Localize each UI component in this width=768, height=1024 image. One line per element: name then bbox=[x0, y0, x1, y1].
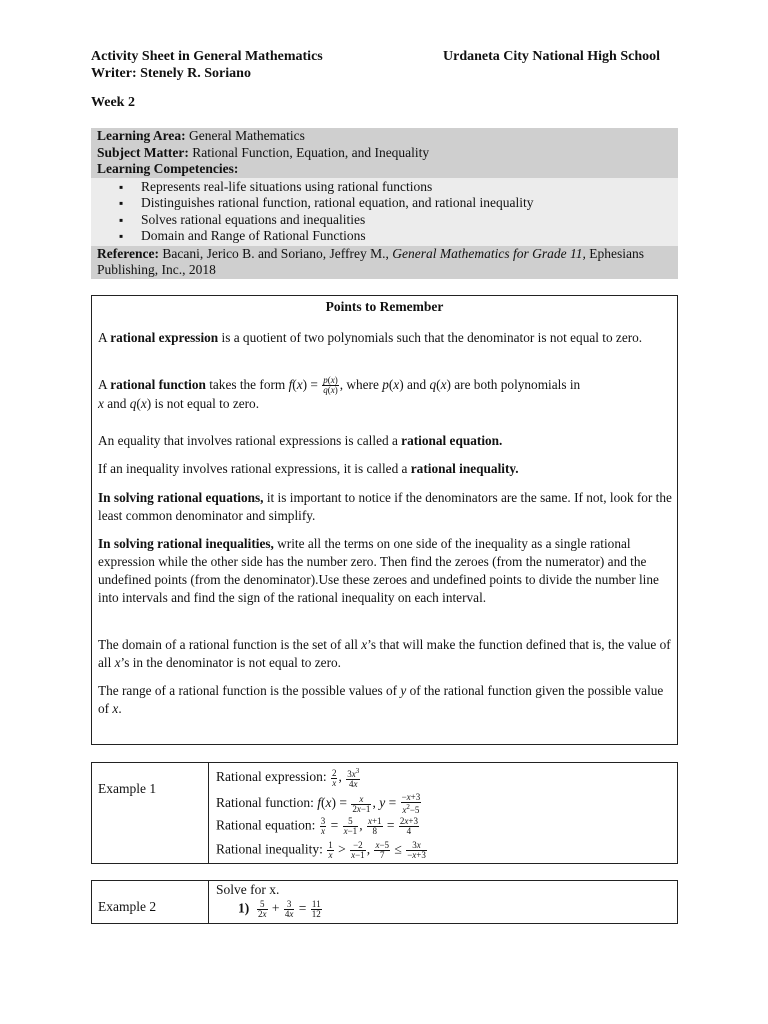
reference-authors: Bacani, Jerico B. and Soriano, Jeffrey M., bbox=[162, 245, 389, 261]
example-2-instruction: Solve for x. bbox=[216, 882, 280, 897]
subject-label: Subject Matter: bbox=[97, 144, 189, 160]
writer-line: Writer: Stenely R. Soriano bbox=[91, 66, 251, 81]
rational-inequality-example: Rational inequality: $\frac{1}{x}$ > $\frac{-2}{x-1}$ , $\frac{x-5}{7}$ ≤ $\frac{3x}{-x+3}$ bbox=[216, 840, 426, 860]
week-label: Week 2 bbox=[91, 95, 135, 110]
competency-item: ▪ Solves rational equations and inequalities bbox=[119, 212, 678, 229]
points-to-remember-box bbox=[91, 295, 678, 745]
points-title: Points to Remember bbox=[325, 299, 444, 314]
reference-publisher: Ephesians Publishing, Inc., 2018 bbox=[97, 245, 645, 277]
range-def: The range of a rational function is the possible values of y of the rational function given the possible value of x. bbox=[98, 683, 664, 716]
learning-area-value: General Mathematics bbox=[189, 128, 305, 143]
competency-item: ▪ Domain and Range of Rational Functions bbox=[119, 228, 678, 245]
example-2-problem-1: 1) $\frac{5}{2x}$ + $\frac{3}{4x}$ = $\frac{11}{12}$ bbox=[238, 899, 321, 919]
example-1-label-cell bbox=[92, 763, 209, 863]
domain-def: The domain of a rational function is the set of all x’s that will make the function defined that is, the value of all x’s in the denominator is not equal to zero. bbox=[98, 637, 671, 670]
subject-row bbox=[91, 145, 678, 162]
learning-area-row bbox=[91, 128, 678, 145]
competencies-list-wrap bbox=[91, 178, 678, 246]
rational-function-def: A rational function takes the form f(x) = $\frac{p(x)}{q(x)}$ , where p(x) and q(x) are both polynomials in x and q(x) is not equal to zero. bbox=[98, 375, 581, 412]
solving-inequalities-note: In solving rational inequalities, write all the terms on one side of the inequality as a single rational expression while the other side has the number zero. Then find the zeroes (from the numerator) and the undefined points (from the denominator).Use these zeroes and undefined points to divide the number line into intervals and find the sign of the rational inequality on each interval. bbox=[98, 536, 659, 605]
rational-equation-def: An equality that involves rational expressions is called a rational equation. bbox=[98, 433, 503, 448]
reference-book: General Mathematics for Grade 11, bbox=[392, 245, 586, 261]
school-name: Urdaneta City National High School bbox=[443, 49, 661, 64]
example-2-label: Example 2 bbox=[98, 899, 157, 914]
competency-item: ▪ Represents real-life situations using rational functions bbox=[119, 179, 678, 196]
example-2-label-cell bbox=[92, 881, 209, 923]
rational-expression-example: Rational expression: $\frac{2}{x}$ , $\frac{3x^3}{4x}$ bbox=[216, 767, 360, 789]
solving-equations-note: In solving rational equations, it is important to notice if the denominators are the same. If not, look for the least common denominator and simplify. bbox=[98, 490, 672, 523]
learning-area-label: Learning Area: bbox=[97, 128, 186, 143]
lesson-info-table bbox=[91, 128, 678, 279]
sheet-title: Activity Sheet in General Mathematics bbox=[91, 49, 323, 64]
rational-function-example: Rational function: f(x) = $\frac{x}{2x-1}$ , y = $\frac{-x+3}{x^2-5}$ bbox=[216, 792, 421, 815]
reference-row bbox=[91, 246, 678, 279]
rational-equation-example: Rational equation: $\frac{3}{x}$ = $\frac{5}{x-1}$ , $\frac{x+1}{8}$ = $\frac{2x+3}{4}$ bbox=[216, 816, 418, 836]
rational-expression-def: A rational expression is a quotient of two polynomials such that the denominator is not equal to zero. bbox=[98, 330, 643, 345]
example-1-table bbox=[91, 762, 678, 864]
reference-label: Reference: bbox=[97, 245, 159, 261]
fraction-px-qx: $\frac{p(x)}{q(x)}$ bbox=[323, 375, 338, 396]
competency-item: ▪ Distinguishes rational function, rational equation, and rational inequality bbox=[119, 195, 678, 212]
rational-inequality-def: If an inequality involves rational expressions, it is called a rational inequality. bbox=[98, 461, 519, 476]
competencies-row bbox=[91, 161, 678, 178]
example-2-table bbox=[91, 880, 678, 924]
example-1-label: Example 1 bbox=[98, 781, 157, 796]
competencies-label: Learning Competencies: bbox=[97, 161, 239, 176]
subject-value: Rational Function, Equation, and Inequality bbox=[192, 144, 430, 160]
competencies-list bbox=[91, 179, 678, 245]
